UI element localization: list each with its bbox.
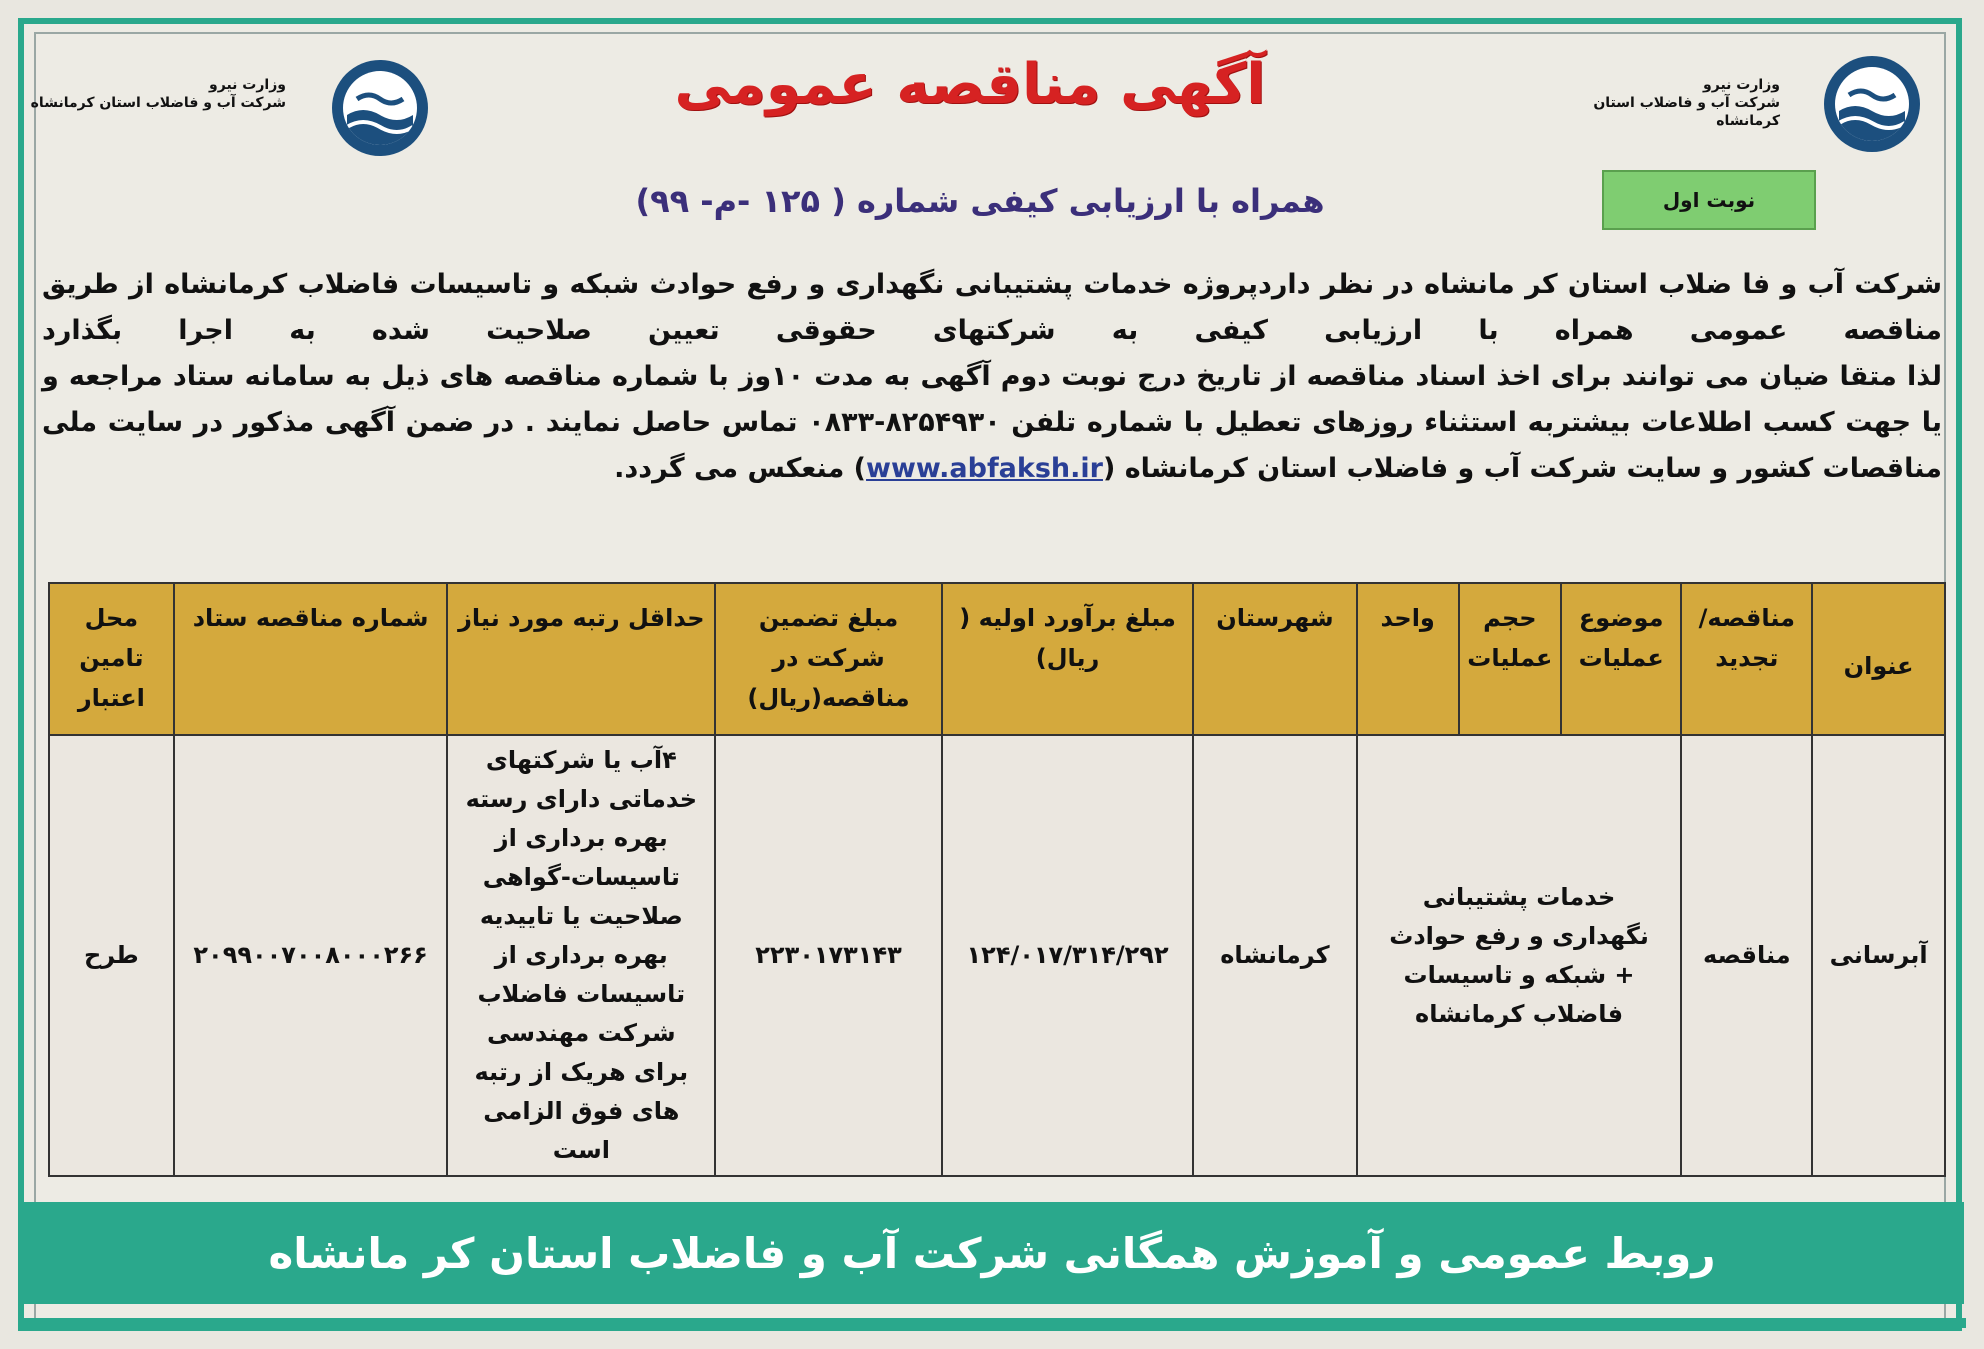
header-subject: موضوع عملیات	[1561, 583, 1682, 735]
cell-title: آبرسانی	[1812, 735, 1945, 1176]
body-paragraph-2	[42, 354, 1942, 492]
footer-banner: روبط عمومی و آموزش همگانی شرکت آب و فاضلاب استان کر مانشاه	[20, 1202, 1964, 1304]
org-ministry: وزارت نیرو	[209, 77, 286, 93]
org-ministry: وزارت نیرو	[1703, 77, 1780, 93]
header-estimate: مبلغ برآورد اولیه ( ریال)	[942, 583, 1193, 735]
header-volume: حجم عملیات	[1459, 583, 1561, 735]
company-logo-left	[332, 60, 428, 156]
table-row	[49, 735, 1945, 1176]
header-type: مناقصه/ تجدید	[1681, 583, 1812, 735]
org-name-left	[26, 76, 286, 112]
header-unit: واحد	[1357, 583, 1459, 735]
header-title: عنوان	[1812, 583, 1945, 735]
ad-title: آگهی مناقصه عمومی	[674, 52, 1266, 117]
cell-city: کرمانشاه	[1193, 735, 1356, 1176]
cell-funding: طرح	[49, 735, 174, 1176]
tender-table	[48, 582, 1946, 1177]
body-paragraph-2-end: ) منعکس می گردد.	[614, 453, 867, 484]
cell-estimate: ۱۲۴/۰۱۷/۳۱۴/۲۹۲	[942, 735, 1193, 1176]
header-grade: حداقل رتبه مورد نیاز	[447, 583, 715, 735]
cell-guarantee: ۲۲۳۰۱۷۳۱۴۳	[715, 735, 942, 1176]
cell-grade: ۴آب یا شرکتهای خدماتی دارای رسته بهره برداری از تاسیسات-گواهی صلاحیت یا تاییدیه بهره برداری از تاسیسات فاضلاب شرکت مهندسی برای هریک از رتبه های فوق الزامی است	[447, 735, 715, 1176]
table-header-row	[49, 583, 1945, 735]
cell-type: مناقصه	[1681, 735, 1812, 1176]
ad-subtitle: همراه با ارزیابی کیفی شماره ( ۱۲۵ -م- ۹۹)	[635, 182, 1325, 220]
ad-body	[42, 262, 1942, 492]
bottom-divider	[18, 1318, 1966, 1328]
org-name-right	[1530, 76, 1780, 130]
cell-subject: خدمات پشتیبانی نگهداری و رفع حوادث + شبکه و تاسیسات فاضلاب کرمانشاه	[1357, 735, 1682, 1176]
website-link[interactable]: www.abfaksh.ir	[866, 453, 1103, 484]
company-logo-right	[1824, 56, 1920, 152]
first-publication-badge: نوبت اول	[1602, 170, 1816, 230]
body-paragraph-1: شرکت آب و فا ضلاب استان کر مانشاه در نظر داردپروژه خدمات پشتیبانی نگهداری و رفع حوادث شبکه و تاسیسات فاضلاب کرمانشاه از طریق مناقصه عمومی همراه با ارزیابی کیفی به شرکتهای حقوقی تعیین صلاحیت شده به اجرا بگذارد	[42, 269, 1942, 346]
org-company: شرکت آب و فاضلاب استان کرمانشاه	[1593, 95, 1780, 129]
header-city: شهرستان	[1193, 583, 1356, 735]
water-wave-icon	[343, 71, 417, 145]
header-guarantee: مبلغ تضمین شرکت در مناقصه(ریال)	[715, 583, 942, 735]
water-wave-icon	[1835, 67, 1909, 141]
header-funding: محل تامین اعتبار	[49, 583, 174, 735]
header-tender-number: شماره مناقصه ستاد	[174, 583, 448, 735]
body-paragraph-2-text: لذا متقا ضیان می توانند برای اخذ اسناد مناقصه از تاریخ درج نوبت دوم آگهی به مدت ۱۰وز با شماره مناقصه های ذیل به سامانه ستاد مراجعه و یا جهت کسب اطلاعات بیشتربه استثناء روزهای تعطیل با شماره تلفن ۸۲۵۴۹۳۰-۰۸۳۳ تماس حاصل نمایند . در ضمن آگهی مذکور در سایت ملی مناقصات کشور و سایت شرکت آب و فاضلاب استان کرمانشاه (	[42, 361, 1942, 484]
cell-tender-number: ۲۰۹۹۰۰۷۰۰۸۰۰۰۲۶۶	[174, 735, 448, 1176]
org-company: شرکت آب و فاضلاب استان کرمانشاه	[30, 95, 286, 111]
